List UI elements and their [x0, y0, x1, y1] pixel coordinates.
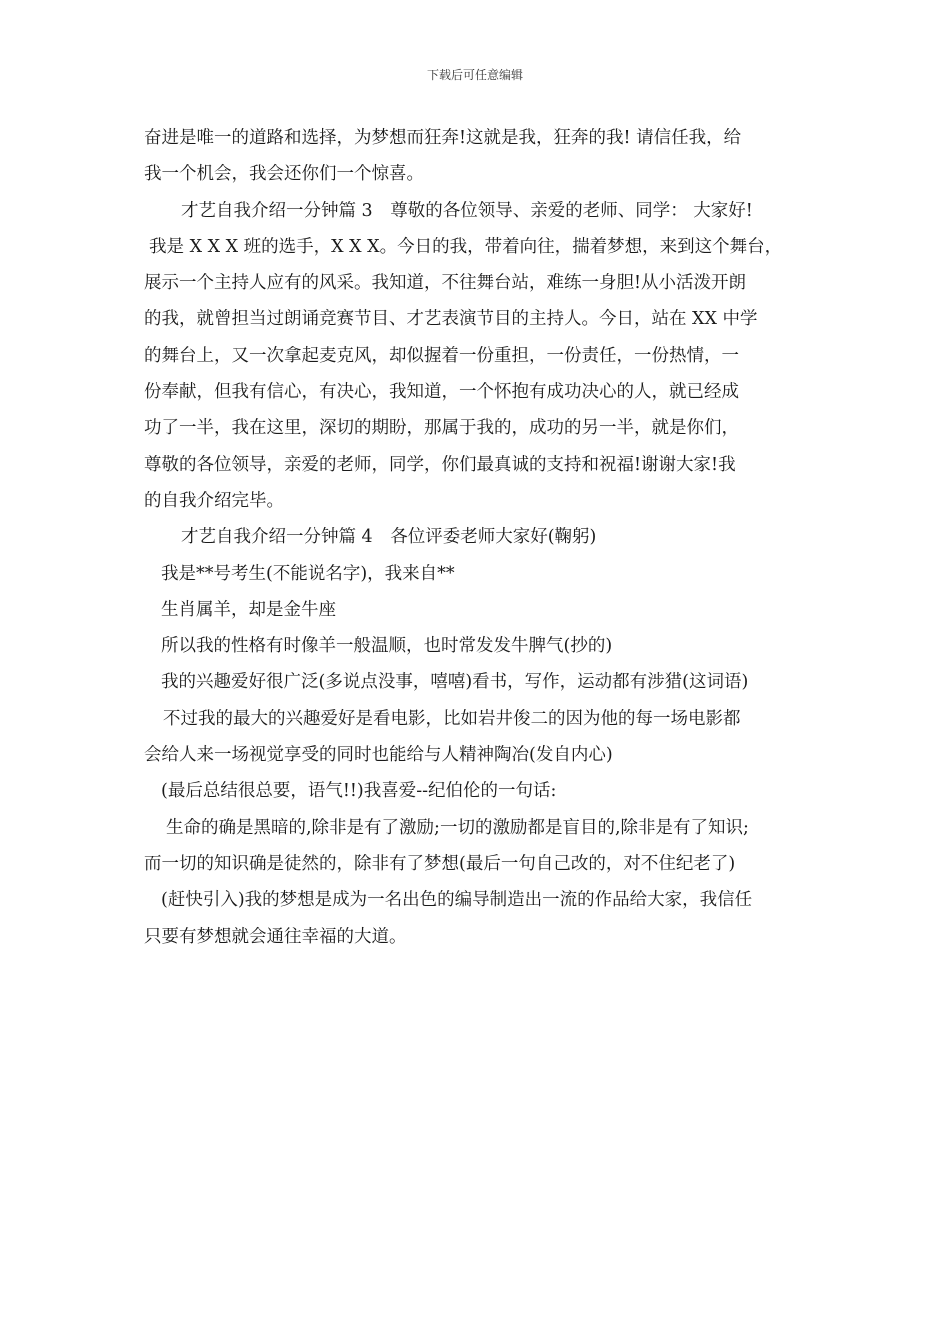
section-heading-4: 才艺自我介绍一分钟篇 4 各位评委老师大家好(鞠躬): [181, 527, 597, 548]
text-line: 我的兴趣爱好很广泛(多说点没事，嘻嘻)看书，写作，运动都有涉猎(这词语): [161, 672, 749, 693]
text-line: 我一个机会，我会还你们一个惊喜。: [144, 164, 424, 185]
text-line: 的舞台上，又一次拿起麦克风，却似握着一份重担，一份责任，一份热情，一: [144, 345, 739, 366]
text-line: 的我，就曾担当过朗诵竞赛节目、才艺表演节目的主持人。今日，站在 XX 中学: [144, 309, 758, 330]
document-body: [144, 120, 816, 955]
text-line: 奋进是唯一的道路和选择，为梦想而狂奔!这就是我，狂奔的我! 请信任我，给: [144, 128, 742, 148]
text-line: 功了一半，我在这里，深切的期盼，那属于我的，成功的另一半，就是你们，: [144, 418, 739, 439]
section-heading-3: 才艺自我介绍一分钟篇 3 尊敬的各位领导、亲爱的老师、同学： 大家好!: [181, 200, 753, 221]
text-line: 我是 X X X 班的选手，X X X。今日的我，带着向往，揣着梦想，来到这个舞台，: [149, 236, 783, 257]
page-header: 下载后可任意编辑: [426, 68, 523, 82]
text-line: 展示一个主持人应有的风采。我知道，不往舞台站，难练一身胆!从小活泼开朗: [144, 273, 747, 294]
text-line: (赶快引入)我的梦想是成为一名出色的编导制造出一流的作品给大家，我信任: [161, 890, 753, 911]
text-line: 我是**号考生(不能说名字)，我来自**: [161, 563, 455, 584]
text-line: 生命的确是黑暗的,除非是有了激励;一切的激励都是盲目的,除非是有了知识;: [166, 817, 749, 838]
text-line: (最后总结很总要，语气!!)我喜爱--纪伯伦的一句话:: [161, 781, 557, 802]
text-line: 会给人来一场视觉享受的同时也能给与人精神陶冶(发自内心): [144, 745, 613, 766]
text-line: 的自我介绍完毕。: [144, 490, 284, 511]
text-line: 份奉献，但我有信心，有决心，我知道，一个怀抱有成功决心的人，就已经成: [144, 382, 739, 403]
text-line: 所以我的性格有时像羊一般温顺，也时常发发牛脾气(抄的): [161, 636, 613, 657]
text-line: 只要有梦想就会通往幸福的大道。: [144, 926, 407, 947]
text-line: 生肖属羊，却是金牛座: [161, 599, 336, 620]
text-line: 不过我的最大的兴趣爱好是看电影，比如岩井俊二的因为他的每一场电影都: [163, 708, 741, 729]
text-line: 而一切的知识确是徒然的，除非有了梦想(最后一句自己改的，对不住纪老了): [144, 853, 736, 874]
text-line: 尊敬的各位领导，亲爱的老师，同学，你们最真诚的支持和祝福!谢谢大家!我: [144, 454, 736, 475]
